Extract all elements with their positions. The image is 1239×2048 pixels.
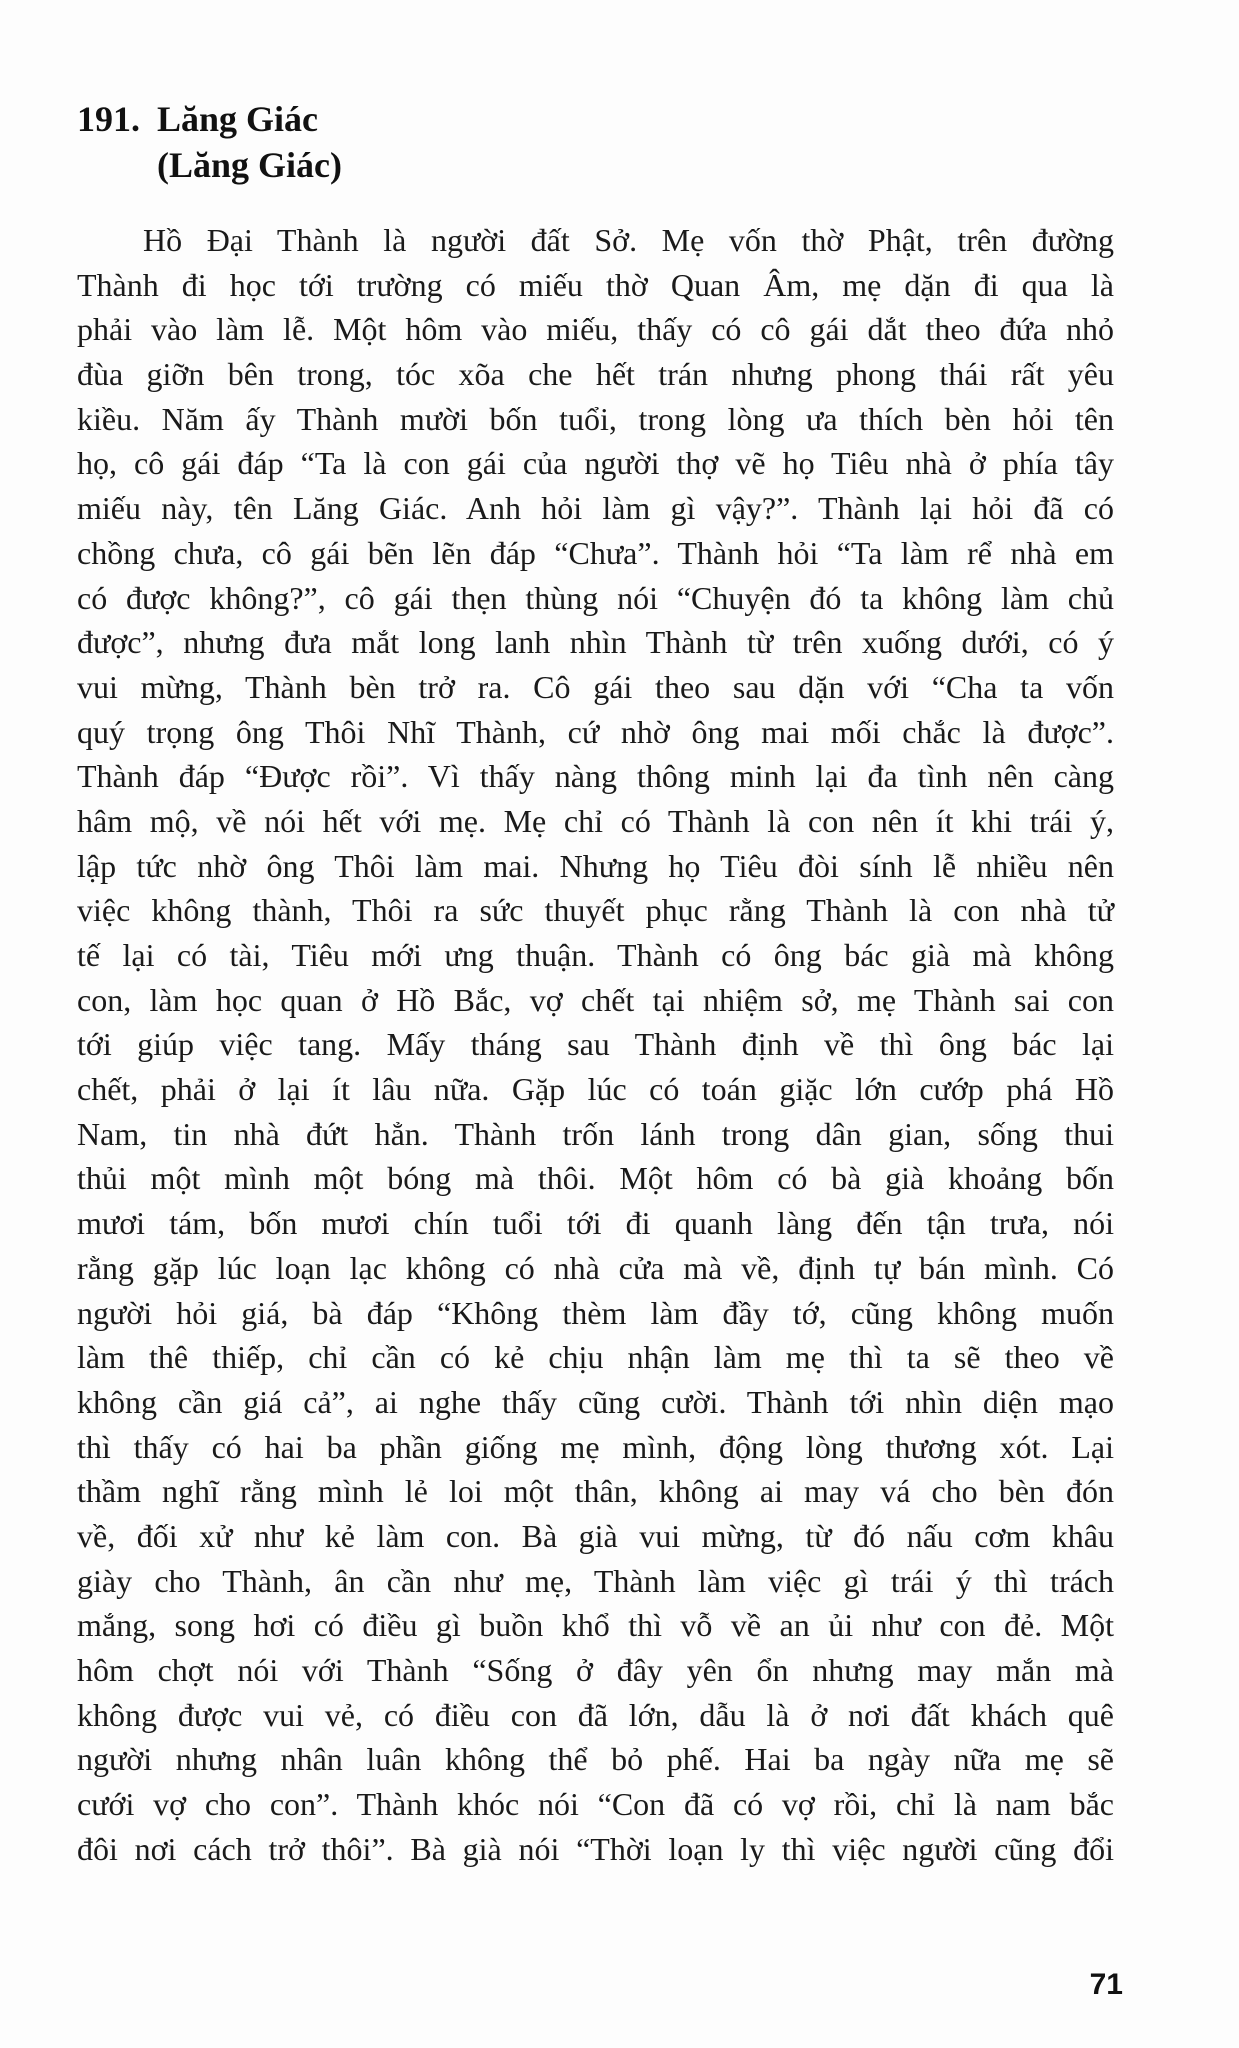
text-line: thầm nghĩ rằng mình lẻ loi một thân, không ai may vá cho bèn đón xyxy=(77,1473,1114,1510)
text-line: rằng gặp lúc loạn lạc không có nhà cửa mà về, định tự bán mình. Có xyxy=(77,1249,1114,1286)
text-line: cưới vợ cho con”. Thành khóc nói “Con đã có vợ rồi, chỉ là nam bắc xyxy=(77,1786,1114,1823)
text-line: miếu này, tên Lăng Giác. Anh hỏi làm gì vậy?”. Thành lại hỏi đã có xyxy=(77,490,1114,527)
text-line: vui mừng, Thành bèn trở ra. Cô gái theo sau dặn với “Cha ta vốn xyxy=(77,668,1114,705)
text-line: phải vào làm lễ. Một hôm vào miếu, thấy có cô gái dắt theo đứa nhỏ xyxy=(77,311,1114,348)
text-line: hâm mộ, về nói hết với mẹ. Mẹ chỉ có Thành là con nên ít khi trái ý, xyxy=(77,802,1114,839)
text-line: chồng chưa, cô gái bẽn lẽn đáp “Chưa”. Thành hỏi “Ta làm rể nhà em xyxy=(77,534,1114,571)
text-line: đôi nơi cách trở thôi”. Bà già nói “Thời loạn ly thì việc người cũng đổi xyxy=(77,1830,1114,1867)
text-line: tế lại có tài, Tiêu mới ưng thuận. Thành có ông bác già mà không xyxy=(77,937,1114,973)
text-line: thủi một mình một bóng mà thôi. Một hôm có bà già khoảng bốn xyxy=(77,1160,1114,1197)
text-line: lập tức nhờ ông Thôi làm mai. Nhưng họ Tiêu đòi sính lễ nhiều nên xyxy=(77,847,1114,884)
text-line: thì thấy có hai ba phần giống mẹ mình, động lòng thương xót. Lại xyxy=(77,1428,1114,1465)
text-line: kiều. Năm ấy Thành mười bốn tuổi, trong lòng ưa thích bèn hỏi tên xyxy=(77,400,1114,437)
section-number: 191. xyxy=(77,99,140,139)
text-line: người nhưng nhân luân không thể bỏ phế. Hai ba ngày nữa mẹ sẽ xyxy=(77,1741,1114,1778)
text-line: họ, cô gái đáp “Ta là con gái của người thợ vẽ họ Tiêu nhà ở phía tây xyxy=(77,445,1114,482)
page-number: 71 xyxy=(1089,1968,1123,2001)
text-line: mươi tám, bốn mươi chín tuổi tới đi quanh làng đến tận trưa, nói xyxy=(77,1205,1114,1242)
text-line: mắng, song hơi có điều gì buồn khổ thì vỗ về an ủi như con đẻ. Một xyxy=(77,1607,1114,1644)
text-line: có được không?”, cô gái thẹn thùng nói “Chuyện đó ta không làm chủ xyxy=(77,579,1114,616)
text-line: Thành đi học tới trường có miếu thờ Quan Âm, mẹ dặn đi qua là xyxy=(77,266,1114,303)
text-line: chết, phải ở lại ít lâu nữa. Gặp lúc có toán giặc lớn cướp phá Hồ xyxy=(77,1071,1114,1108)
section-heading xyxy=(77,96,342,188)
text-line: quý trọng ông Thôi Nhĩ Thành, cứ nhờ ông mai mối chắc là được”. xyxy=(77,713,1114,750)
text-line: người hỏi giá, bà đáp “Không thèm làm đầy tớ, cũng không muốn xyxy=(77,1294,1114,1331)
section-title: Lăng Giác xyxy=(157,99,319,139)
text-line: Hồ Đại Thành là người đất Sở. Mẹ vốn thờ Phật, trên đường xyxy=(143,222,1114,258)
body-text xyxy=(77,218,1114,1871)
text-line: làm thê thiếp, chỉ cần có kẻ chịu nhận làm mẹ thì ta sẽ theo về xyxy=(77,1339,1114,1376)
text-line: việc không thành, Thôi ra sức thuyết phục rằng Thành là con nhà tử xyxy=(77,892,1114,929)
text-line: được”, nhưng đưa mắt long lanh nhìn Thành từ trên xuống dưới, có ý xyxy=(77,624,1114,661)
section-subtitle: (Lăng Giác) xyxy=(157,145,342,185)
text-line: tới giúp việc tang. Mấy tháng sau Thành định về thì ông bác lại xyxy=(77,1026,1114,1063)
text-line: giày cho Thành, ân cần như mẹ, Thành làm việc gì trái ý thì trách xyxy=(77,1562,1114,1599)
text-line: con, làm học quan ở Hồ Bắc, vợ chết tại nhiệm sở, mẹ Thành sai con xyxy=(77,981,1114,1018)
text-line: không được vui vẻ, có điều con đã lớn, dẫu là ở nơi đất khách quê xyxy=(77,1696,1114,1733)
text-line: về, đối xử như kẻ làm con. Bà già vui mừng, từ đó nấu cơm khâu xyxy=(77,1517,1114,1554)
text-line: đùa giỡn bên trong, tóc xõa che hết trán nhưng phong thái rất yêu xyxy=(77,356,1114,393)
text-line: Nam, tin nhà đứt hẳn. Thành trốn lánh trong dân gian, sống thui xyxy=(77,1115,1114,1152)
text-line: không cần giá cả”, ai nghe thấy cũng cười. Thành tới nhìn diện mạo xyxy=(77,1383,1114,1420)
text-line: Thành đáp “Được rồi”. Vì thấy nàng thông minh lại đa tình nên càng xyxy=(77,758,1114,795)
text-line: hôm chợt nói với Thành “Sống ở đây yên ổn nhưng may mắn mà xyxy=(77,1652,1114,1688)
